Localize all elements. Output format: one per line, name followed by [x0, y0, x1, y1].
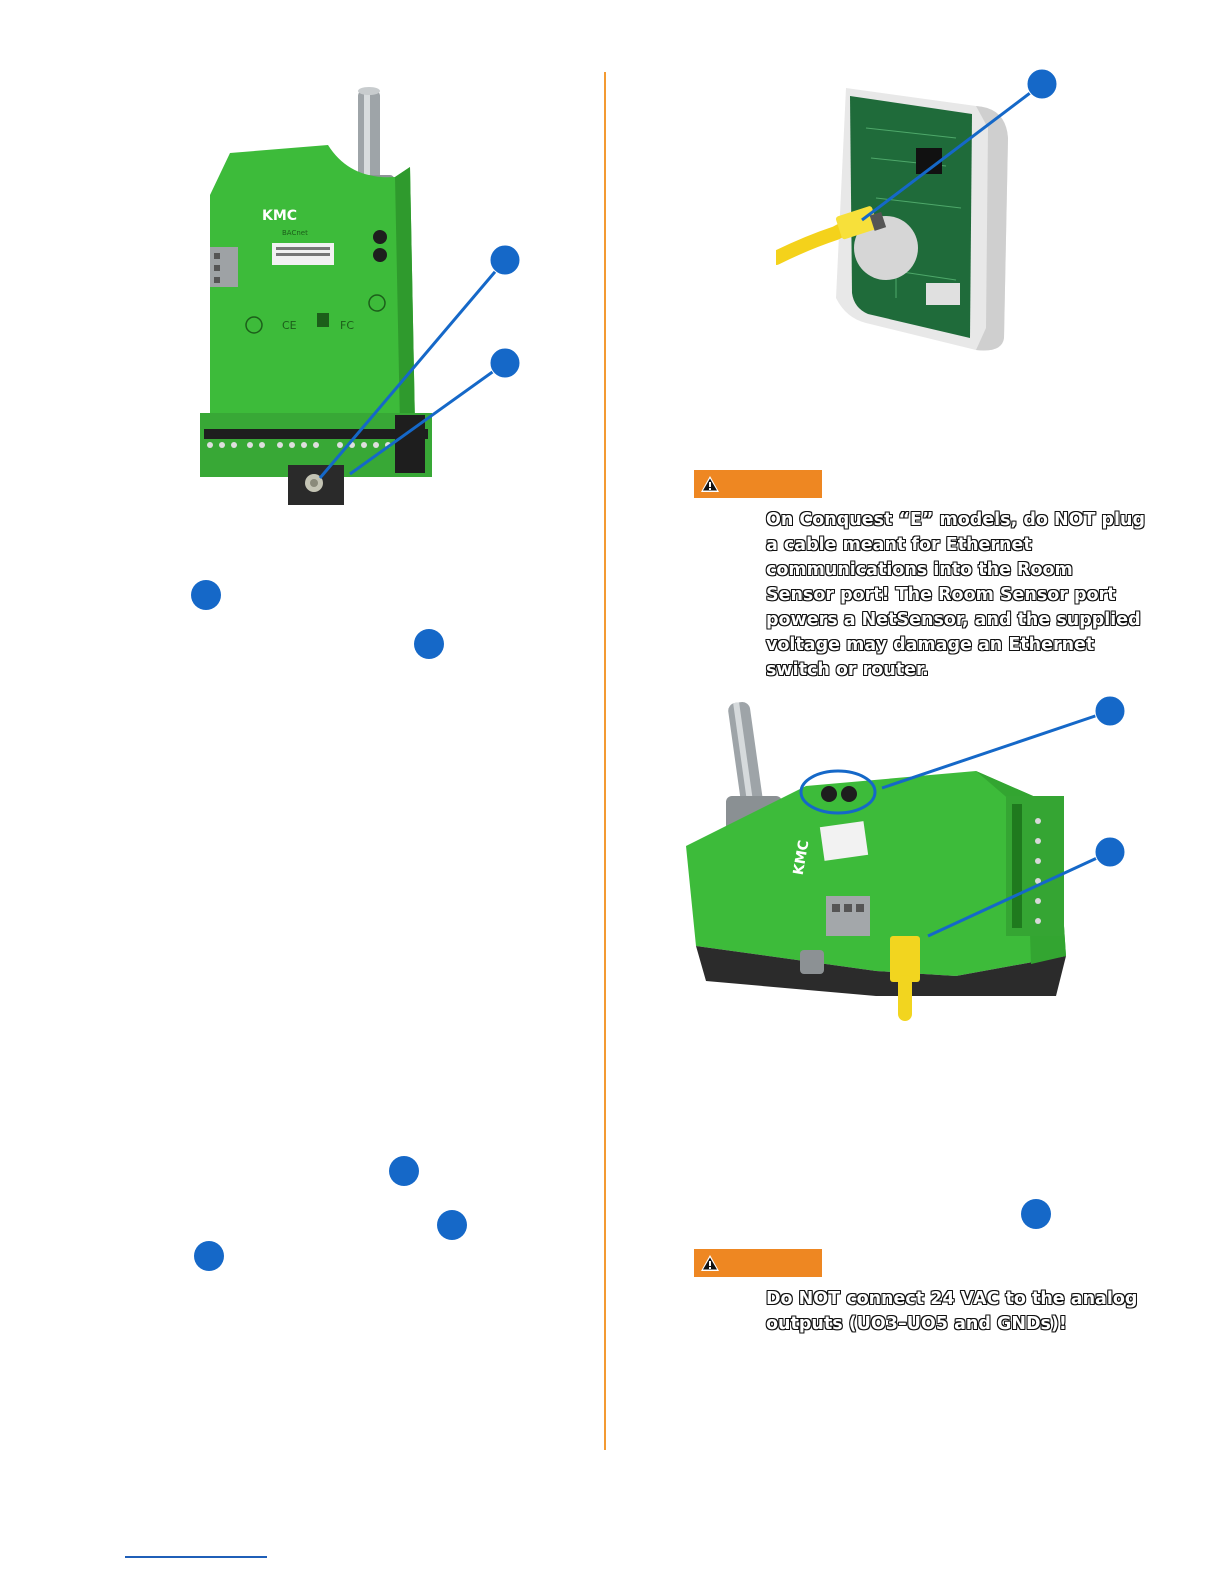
callout-badge [1021, 1199, 1051, 1229]
warning-label-bar-2 [694, 1249, 822, 1277]
footer-link-underline [125, 1556, 267, 1558]
svg-text:FC: FC [340, 319, 355, 332]
callout-badge [389, 1156, 419, 1186]
callout-badge [414, 629, 444, 659]
callout-lines-2 [840, 68, 1070, 248]
svg-text:CE: CE [282, 319, 297, 332]
callout-lines-3 [790, 690, 1140, 950]
warning-label-bar [694, 470, 822, 498]
warning-text-ethernet: On Conquest “E” models, do NOT plug a cable meant for Ethernet communications into the Room Sensor port! The Room Sensor port powers a NetSensor, and the supplied voltage may damage an Ethernet switch or router. [766, 510, 1146, 680]
callout-badge [194, 1241, 224, 1271]
kmc-logo: KMC [262, 208, 298, 224]
callout-badge [437, 1210, 467, 1240]
callout-lines-1 [300, 238, 540, 498]
column-divider [604, 72, 606, 1450]
callout-badge [191, 580, 221, 610]
warning-text-24vac: Do NOT connect 24 VAC to the analog outputs (UO3–UO5 and GNDs)! [766, 1289, 1138, 1334]
kmc-logo-side: KMC [790, 839, 813, 877]
bacnet-label: BACnet [282, 229, 308, 237]
warning-triangle-icon [700, 474, 720, 494]
warning-triangle-icon [700, 1253, 720, 1273]
